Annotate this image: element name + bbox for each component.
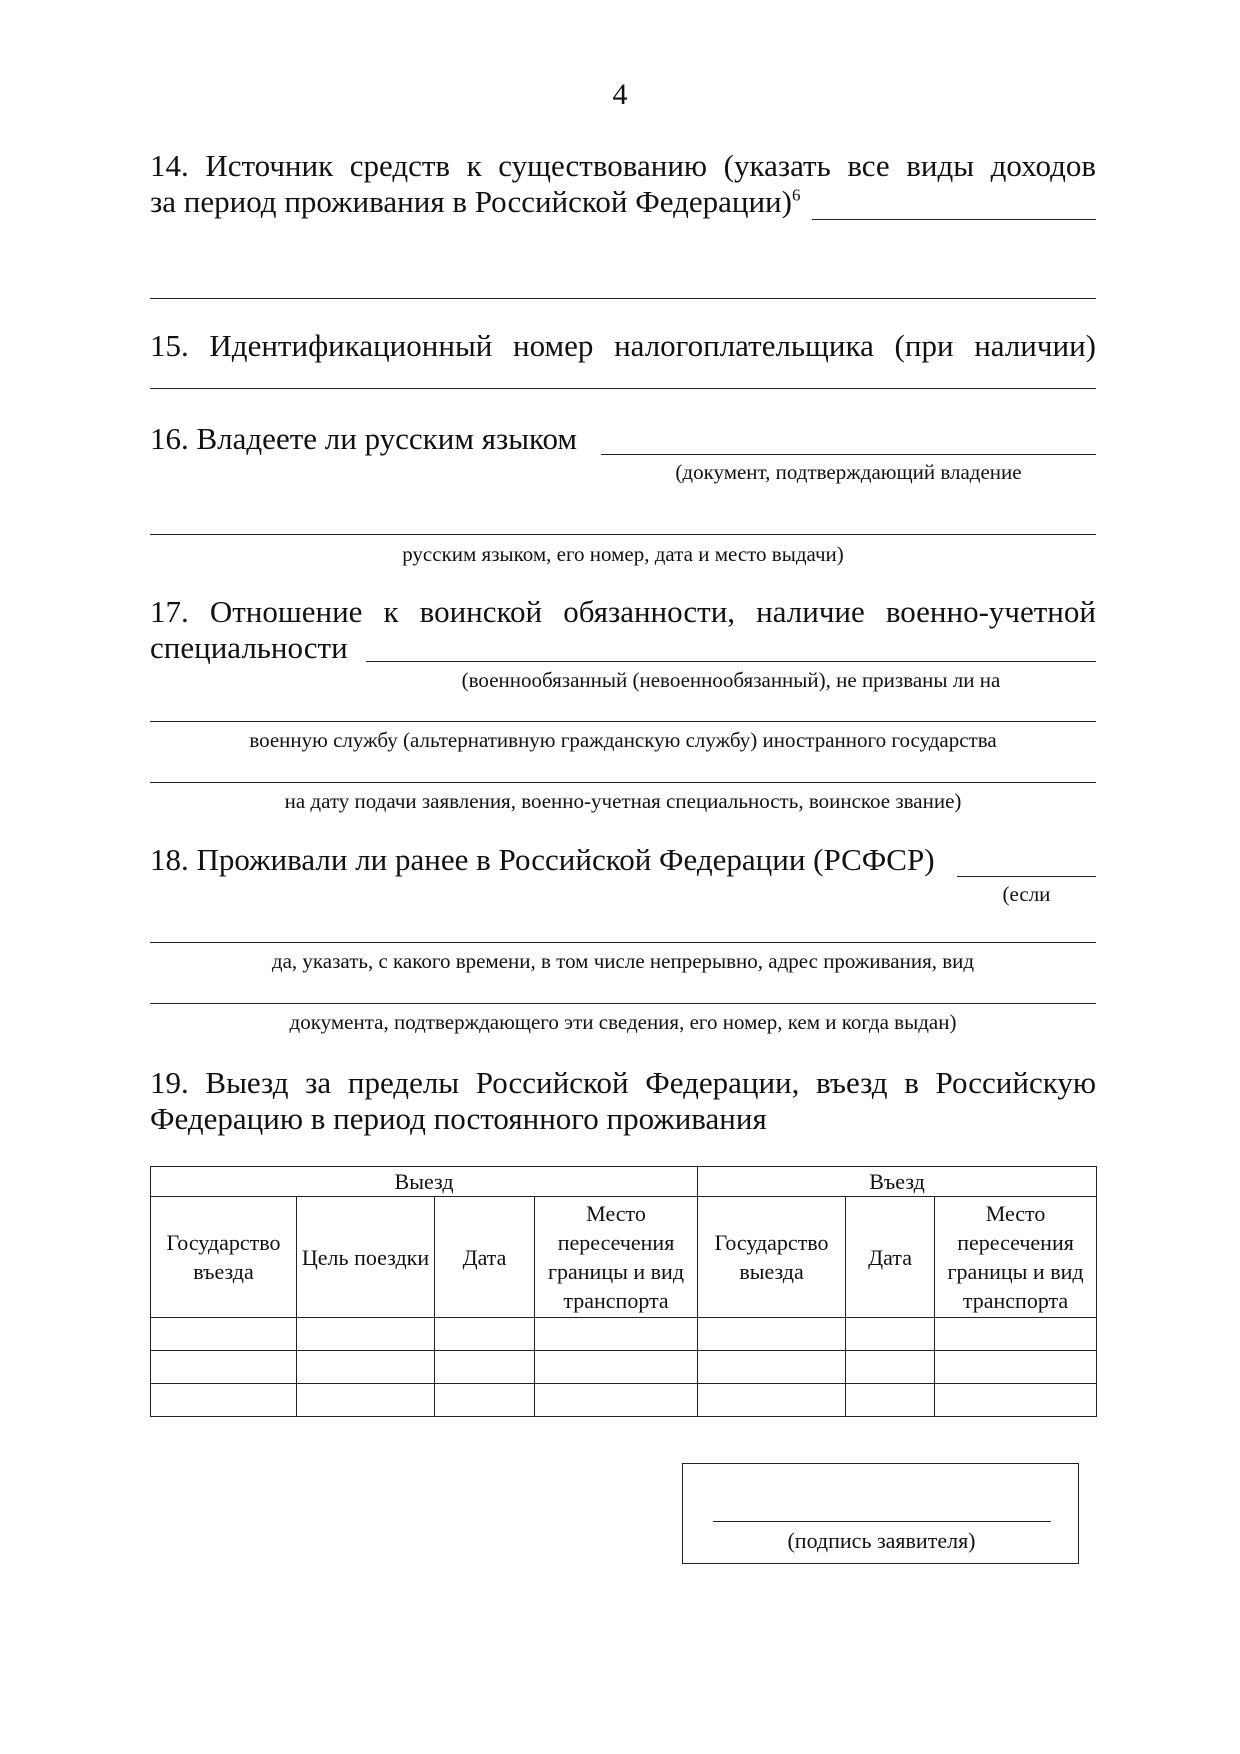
table-cell[interactable] [151, 1318, 297, 1351]
table-cell[interactable] [435, 1384, 535, 1417]
table-cell[interactable] [846, 1318, 935, 1351]
table-row [151, 1384, 1097, 1417]
col-header-entry-state: Государство въезда [151, 1197, 297, 1318]
q17-answer-line-2[interactable] [150, 721, 1096, 722]
col-header-exit-date: Дата [435, 1197, 535, 1318]
table-cell[interactable] [535, 1351, 698, 1384]
signature-box [682, 1463, 1079, 1564]
table-cell[interactable] [151, 1384, 297, 1417]
table-cell[interactable] [297, 1351, 435, 1384]
table-cell[interactable] [935, 1384, 1097, 1417]
q16-answer-line-1[interactable] [601, 454, 1096, 455]
q17-line1: 17. Отношение к воинской обязанности, наличие военно-учетной [150, 594, 1096, 629]
q17-block [150, 596, 1096, 627]
table-row [151, 1318, 1097, 1351]
col-header-entry-date: Дата [846, 1197, 935, 1318]
q19-line1: 19. Выезд за пределы Российской Федерации, въезд в Российскую [150, 1065, 1096, 1100]
table-cell[interactable] [535, 1318, 698, 1351]
q18-answer-line-2[interactable] [150, 942, 1096, 943]
q18-answer-line-1[interactable] [957, 876, 1096, 877]
table-row [151, 1351, 1097, 1384]
entry-group-header: Въезд [698, 1167, 1097, 1197]
q17-hint3: на дату подачи заявления, военно-учетная специальность, воинское звание) [284, 789, 962, 813]
table-cell[interactable] [297, 1384, 435, 1417]
table-cell[interactable] [698, 1318, 846, 1351]
travel-table [150, 1166, 1097, 1417]
q15-block [150, 330, 1096, 361]
table-cell[interactable] [846, 1351, 935, 1384]
q17-answer-line-1[interactable] [366, 661, 1096, 662]
table-cell[interactable] [435, 1351, 535, 1384]
table-cell[interactable] [846, 1384, 935, 1417]
col-header-exit-crossing-place: Место пересечения границы и вид транспорта [535, 1197, 698, 1318]
q14-line2-text: за период проживания в Российской Федерации) [150, 184, 792, 219]
q15-line1: 15. Идентификационный номер налогоплательщика (при наличии) [150, 328, 1096, 363]
q14-block [150, 150, 1096, 181]
q14-answer-line-1[interactable] [812, 219, 1096, 220]
table-cell[interactable] [698, 1384, 846, 1417]
q19-block [150, 1067, 1096, 1098]
q14-answer-line-2[interactable] [150, 298, 1096, 299]
col-header-entry-crossing-place: Место пересечения границы и вид транспорта [935, 1197, 1097, 1318]
q17-hint2: военную службу (альтернативную гражданскую службу) иностранного государства [249, 728, 997, 752]
signature-line[interactable] [713, 1521, 1051, 1522]
q16-hint2: русским языком, его номер, дата и место выдачи) [402, 542, 844, 566]
signature-caption: (подпись заявителя) [787, 1528, 976, 1553]
table-cell[interactable] [935, 1318, 1097, 1351]
q18-answer-line-3[interactable] [150, 1003, 1096, 1004]
q15-answer-line[interactable] [150, 388, 1096, 389]
table-cell[interactable] [297, 1318, 435, 1351]
page-number: 4 [612, 78, 628, 111]
q18-hint1: (если [1002, 882, 1051, 906]
q18-hint3: документа, подтверждающего эти сведения, его номер, кем и когда выдан) [289, 1010, 957, 1034]
table-cell[interactable] [935, 1351, 1097, 1384]
q17-line2: специальности [150, 630, 348, 665]
col-header-trip-purpose: Цель поездки [297, 1197, 435, 1318]
q17-answer-line-3[interactable] [150, 782, 1096, 783]
q19-line2: Федерацию в период постоянного проживания [150, 1101, 767, 1136]
table-cell[interactable] [698, 1351, 846, 1384]
exit-group-header: Выезд [151, 1167, 698, 1197]
q16-answer-line-2[interactable] [150, 534, 1096, 535]
table-cell[interactable] [151, 1351, 297, 1384]
q17-hint1: (военнообязанный (невоеннообязанный), не призваны ли на [461, 668, 1001, 692]
q14-line2 [150, 186, 800, 217]
q14-line1: 14. Источник средств к существованию (указать все виды доходов [150, 148, 1096, 183]
table-cell[interactable] [435, 1318, 535, 1351]
col-header-exit-state: Государство выезда [698, 1197, 846, 1318]
q18-line1: 18. Проживали ли ранее в Российской Федерации (РСФСР) [150, 842, 935, 877]
table-cell[interactable] [535, 1384, 698, 1417]
q18-hint2: да, указать, с какого времени, в том числе непрерывно, адрес проживания, вид [271, 949, 975, 973]
q16-line1: 16. Владеете ли русским языком [150, 421, 578, 456]
q16-hint1: (документ, подтверждающий владение [675, 460, 1022, 484]
footnote-marker: 6 [791, 185, 801, 205]
